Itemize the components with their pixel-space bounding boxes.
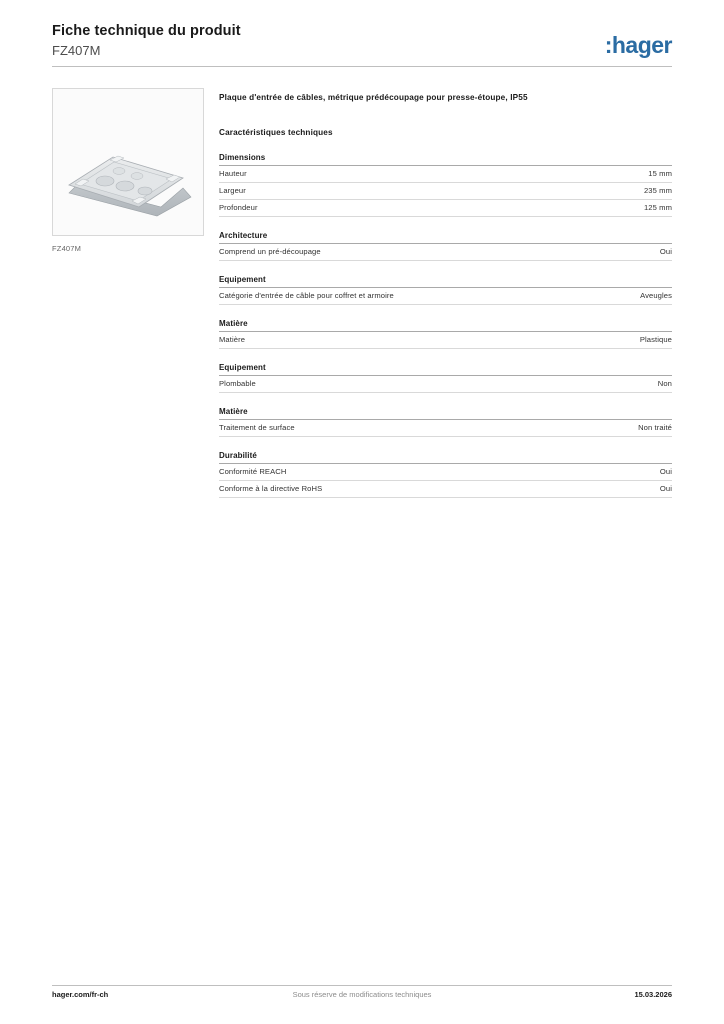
spec-label: Traitement de surface [219, 423, 295, 432]
spec-label: Largeur [219, 186, 246, 195]
spec-section [219, 407, 672, 437]
spec-section [219, 231, 672, 261]
spec-section [219, 275, 672, 305]
hager-logo [605, 32, 672, 58]
spec-row [219, 420, 672, 437]
spec-value: 125 mm [643, 203, 672, 212]
spec-value: Oui [659, 467, 672, 476]
footer-disclaimer: Sous réserve de modifications techniques [292, 990, 432, 999]
spec-value: Oui [659, 247, 672, 256]
spec-label: Profondeur [219, 203, 258, 212]
spec-value: Plastique [639, 335, 672, 344]
spec-row [219, 200, 672, 217]
spec-row [219, 332, 672, 349]
product-image-column [52, 88, 204, 253]
header-titles [52, 22, 241, 59]
spec-section [219, 153, 672, 217]
page-header [52, 22, 672, 68]
product-description: Plaque d'entrée de câbles, métrique prédécoupage pour presse-étoupe, IP55 [219, 93, 528, 102]
spec-label: Comprend un pré-découpage [219, 247, 321, 256]
spec-group-title: Architecture [219, 231, 268, 240]
spec-group-title: Equipement [219, 275, 266, 284]
footer-divider [52, 985, 672, 986]
spec-label: Conforme à la directive RoHS [219, 484, 323, 493]
product-image-frame [52, 88, 204, 236]
spec-label: Matière [219, 335, 246, 344]
spec-row [219, 376, 672, 393]
spec-value: Non traité [638, 423, 672, 432]
spec-value: Oui [659, 484, 672, 493]
spec-label: Plombable [219, 379, 256, 388]
spec-group-title: Matière [219, 407, 248, 416]
spec-row [219, 481, 672, 498]
spec-label: Catégorie d'entrée de câble pour coffret et armoire [219, 291, 394, 300]
footer-date: 15.03.2026 [634, 990, 672, 999]
header-divider [52, 66, 672, 67]
spec-group-title: Equipement [219, 363, 266, 372]
footer-website[interactable]: hager.com/fr-ch [52, 990, 109, 999]
product-content-column [219, 92, 672, 498]
page-title: Fiche technique du produit [52, 23, 241, 39]
technical-characteristics-heading: Caractéristiques techniques [219, 128, 333, 137]
product-reference: FZ407M [52, 43, 101, 58]
spec-group-title: Durabilité [219, 451, 257, 460]
logo-text: hager [611, 32, 672, 58]
spec-row [219, 183, 672, 200]
spec-value: 235 mm [643, 186, 672, 195]
specification-groups [219, 153, 672, 498]
spec-value: Non [657, 379, 672, 388]
product-illustration-icon [53, 89, 203, 235]
spec-value: 15 mm [648, 169, 672, 178]
spec-group-title: Dimensions [219, 153, 266, 162]
spec-row [219, 464, 672, 481]
spec-section [219, 451, 672, 498]
spec-row [219, 166, 672, 183]
logo-colon: : [604, 32, 612, 58]
spec-row [219, 244, 672, 261]
spec-section [219, 363, 672, 393]
product-image-caption: FZ407M [52, 244, 82, 253]
spec-section [219, 319, 672, 349]
spec-label: Conformité REACH [219, 467, 287, 476]
spec-group-title: Matière [219, 319, 248, 328]
spec-value: Aveugles [640, 291, 672, 300]
spec-row [219, 288, 672, 305]
spec-label: Hauteur [219, 169, 247, 178]
page-footer [52, 990, 672, 1004]
